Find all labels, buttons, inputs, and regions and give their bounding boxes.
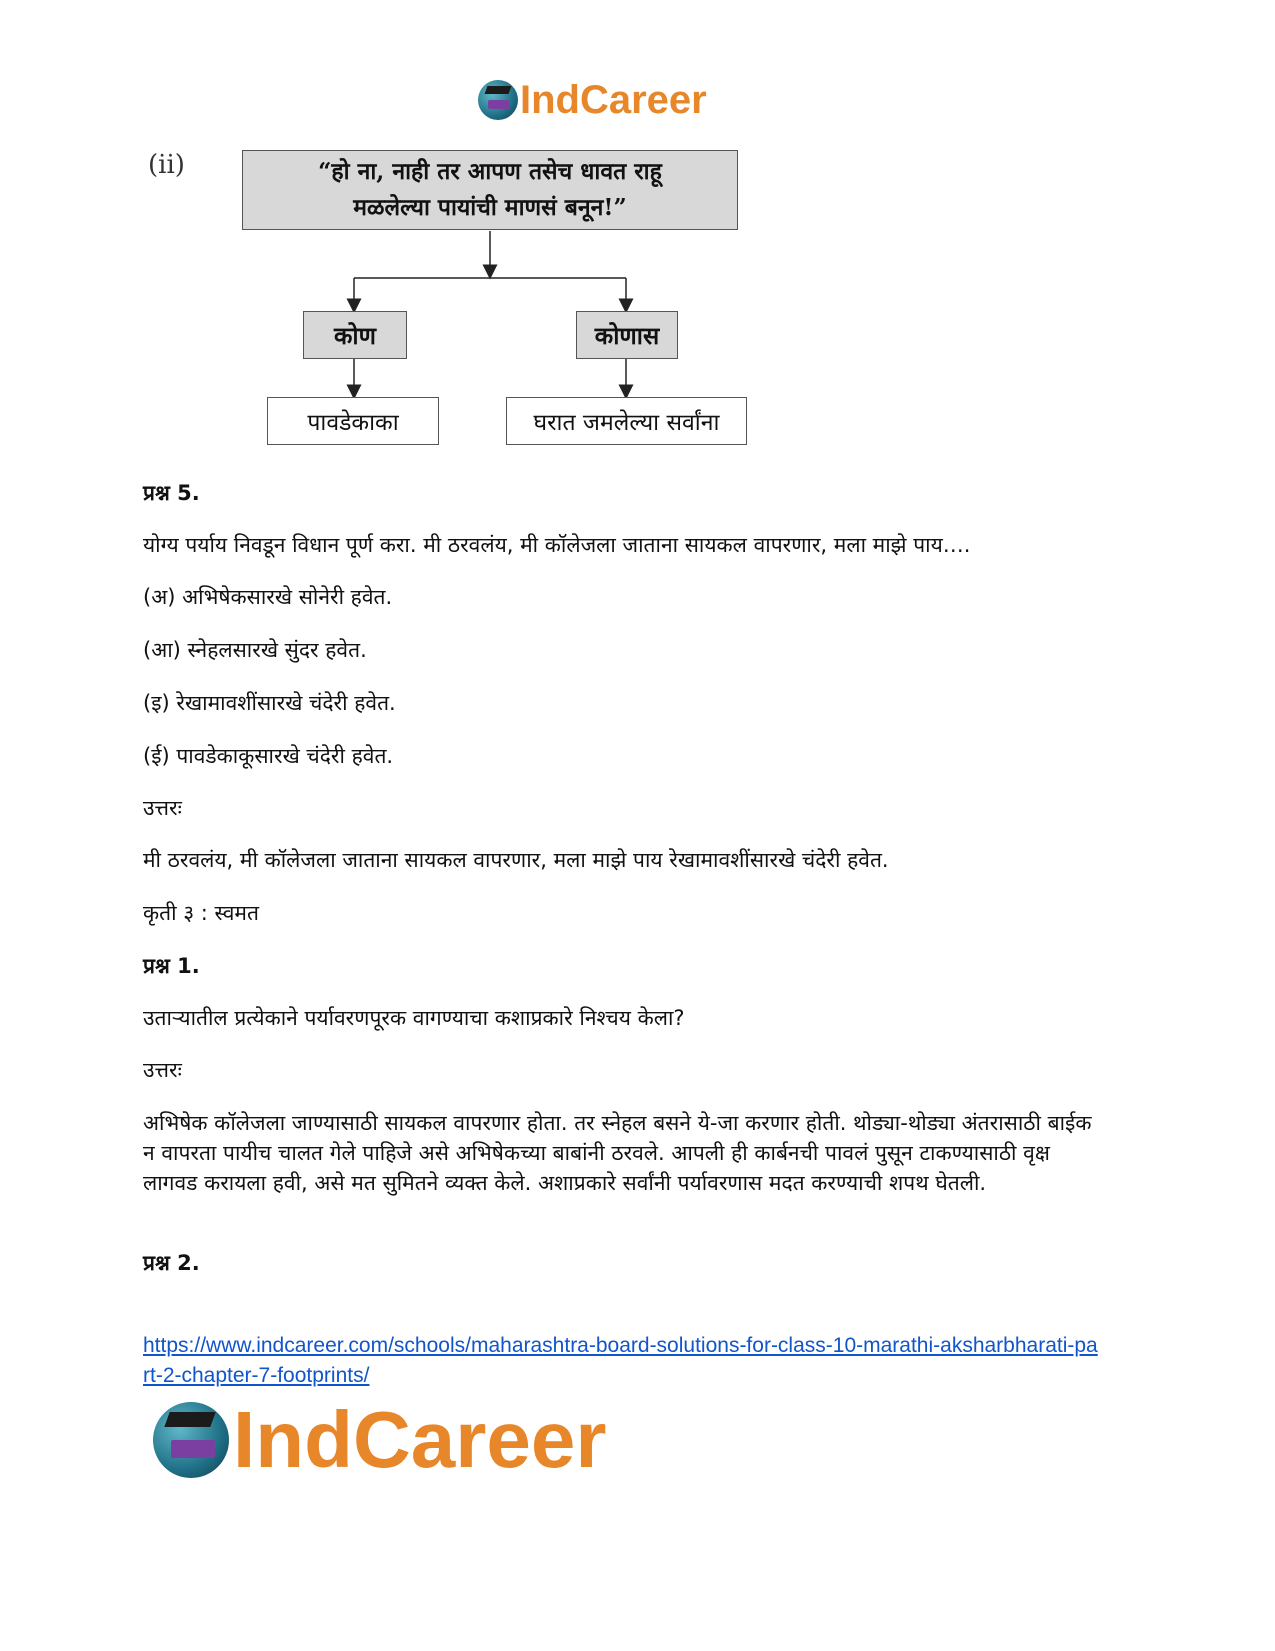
who-label: कोण	[334, 320, 376, 350]
question-1-text: उताऱ्यातील प्रत्येकाने पर्यावरणपूरक वागण्याचा कशाप्रकारे निश्चय केला?	[143, 1006, 685, 1030]
answer-label: उत्तरः	[143, 1058, 182, 1082]
who-answer: पावडेकाका	[307, 410, 399, 436]
to-whom-box	[576, 311, 678, 359]
to-whom-answer-box	[506, 397, 747, 445]
quote-text: “हो ना, नाही तर आपण तसेच धावत राहू मळलेल्या पायांची माणसं बनून!”	[318, 158, 662, 221]
who-box	[303, 311, 407, 359]
question-1-title: प्रश्न 1.	[143, 954, 200, 978]
answer-text: मी ठरवलंय, मी कॉलेजला जाताना सायकल वापरणार, मला माझे पाय रेखामावशींसारखे चंदेरी हवेत.	[143, 848, 889, 872]
logo-text: IndCareer	[233, 1395, 607, 1484]
answer-paragraph: अभिषेक कॉलेजला जाण्यासाठी सायकल वापरणार होता. तर स्नेहल बसने ये-जा करणार होती. थोड्या-थोड्या अंतरासाठी बाईक न वापरता पायीच चालत गेले पाहिजे असे अभिषेकच्या बाबांनी ठरवले. आपली ही कार्बनची पावलं पुसून टाकण्यासाठी वृक्ष लागवड करायला हवी, असे मत सुमितने व्यक्त केले. अशाप्रकारे सर्वांनी पर्यावरणास मदत करण्याची शपथ घेतली.	[143, 1111, 1092, 1195]
globe-icon	[153, 1402, 229, 1478]
diagram-label: (ii)	[148, 150, 185, 180]
option-aa: (आ) स्नेहलसारखे सुंदर हवेत.	[143, 638, 367, 662]
option-ii: (ई) पावडेकाकूसारखे चंदेरी हवेत.	[143, 744, 394, 768]
question-5-title: प्रश्न 5.	[143, 481, 200, 505]
diagram-connectors	[0, 0, 1275, 460]
question-5-text: योग्य पर्याय निवडून विधान पूर्ण करा. मी ठरवलंय, मी कॉलेजला जाताना सायकल वापरणार, मला माझे पाय….	[143, 533, 971, 557]
section-title: कृती ३ : स्वमत	[143, 901, 259, 925]
to-whom-label: कोणास	[594, 320, 660, 350]
answer-label: उत्तरः	[143, 796, 182, 820]
logo-text: IndCareer	[520, 77, 707, 122]
to-whom-answer: घरात जमलेल्या सर्वांना	[533, 410, 720, 436]
who-answer-box	[267, 397, 439, 445]
option-a: (अ) अभिषेकसारखे सोनेरी हवेत.	[143, 585, 393, 609]
option-i: (इ) रेखामावशींसारखे चंदेरी हवेत.	[143, 691, 396, 715]
source-link[interactable]: https://www.indcareer.com/schools/maharashtra-board-solutions-for-class-10-marathi-aksharbharati-part-2-chapter-7-footprints/	[143, 1334, 1098, 1387]
footer-logo	[153, 1395, 607, 1484]
question-2-title: प्रश्न 2.	[143, 1251, 200, 1275]
